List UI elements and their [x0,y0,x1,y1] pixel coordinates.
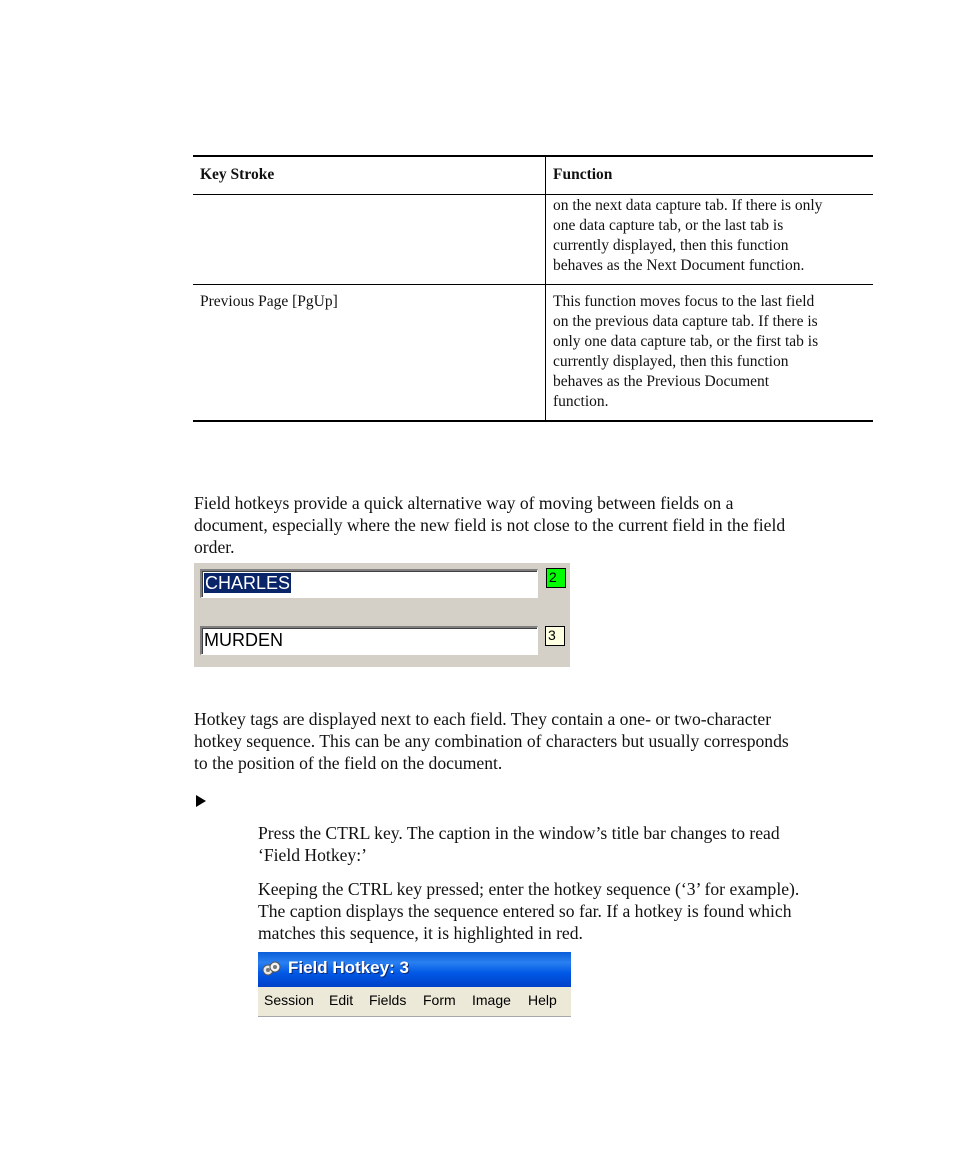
text-line: The caption displays the sequence entered so far. If a hotkey is found which [258,901,792,921]
table-header-row [193,156,873,195]
text-line: Keeping the CTRL key pressed; enter the hotkey sequence (‘3’ for example). [258,879,800,899]
menu-fields[interactable]: Fields [369,992,407,1008]
function-line: on the next data capture tab. If there is only [553,197,823,214]
text-line: to the position of the field on the document. [194,753,503,773]
function-line: currently displayed, then this function [553,353,789,370]
field-selected-text: CHARLES [205,573,291,593]
window-screenshot [258,952,571,1017]
field-text: MURDEN [204,630,283,650]
hotkey-tag[interactable]: 3 [545,626,565,646]
function-line: on the previous data capture tab. If there is [553,313,818,330]
function-cell [546,285,874,422]
key-cell [193,195,546,285]
text-line: Hotkey tags are displayed next to each field. They contain a one- or two-character [194,709,772,729]
function-line: currently displayed, then this function [553,237,789,254]
text-line: order. [194,537,235,557]
menu-edit[interactable]: Edit [329,992,354,1008]
menu-session[interactable]: Session [264,992,314,1008]
key-cell: Previous Page [PgUp] [193,285,546,422]
last-name-field[interactable] [200,626,538,655]
function-cell [546,195,874,285]
keystroke-table [193,155,873,422]
procedure-arrow-icon [196,795,206,807]
tags-paragraph [194,708,874,774]
text-line: Field hotkeys provide a quick alternative way of moving between fields on a [194,493,734,513]
text-line: hotkey sequence. This can be any combination of characters but usually corresponds [194,731,789,751]
text-line: ‘Field Hotkey:’ [258,845,367,865]
hotkey-tag[interactable]: 2 [546,568,566,588]
text-line: document, especially where the new field is not close to the current field in the field [194,515,786,535]
fields-screenshot [194,563,570,667]
menu-form[interactable]: Form [423,992,456,1008]
function-line: This function moves focus to the last field [553,293,815,310]
window-title: Field Hotkey: 3 [288,958,409,977]
menu-image[interactable]: Image [472,992,511,1008]
function-line: function. [553,393,609,410]
function-line: one data capture tab, or the last tab is [553,217,784,234]
table-row [193,195,873,285]
intro-paragraph [194,492,874,558]
function-line: behaves as the Previous Document [553,373,770,390]
menu-help[interactable]: Help [528,992,557,1008]
table-row [193,285,873,422]
step-2 [258,878,874,944]
step-1 [258,822,874,866]
first-name-field[interactable] [200,569,538,598]
text-line: matches this sequence, it is highlighted in red. [258,923,583,943]
title-bar [258,952,571,987]
text-line: Press the CTRL key. The caption in the window’s title bar changes to read [258,823,780,843]
menu-bar [258,987,571,1016]
header-function: Function [546,156,874,195]
function-line: behaves as the Next Document function. [553,257,805,274]
header-key-stroke: Key Stroke [193,156,546,195]
function-line: only one data capture tab, or the first tab is [553,333,819,350]
app-icon [262,960,282,978]
